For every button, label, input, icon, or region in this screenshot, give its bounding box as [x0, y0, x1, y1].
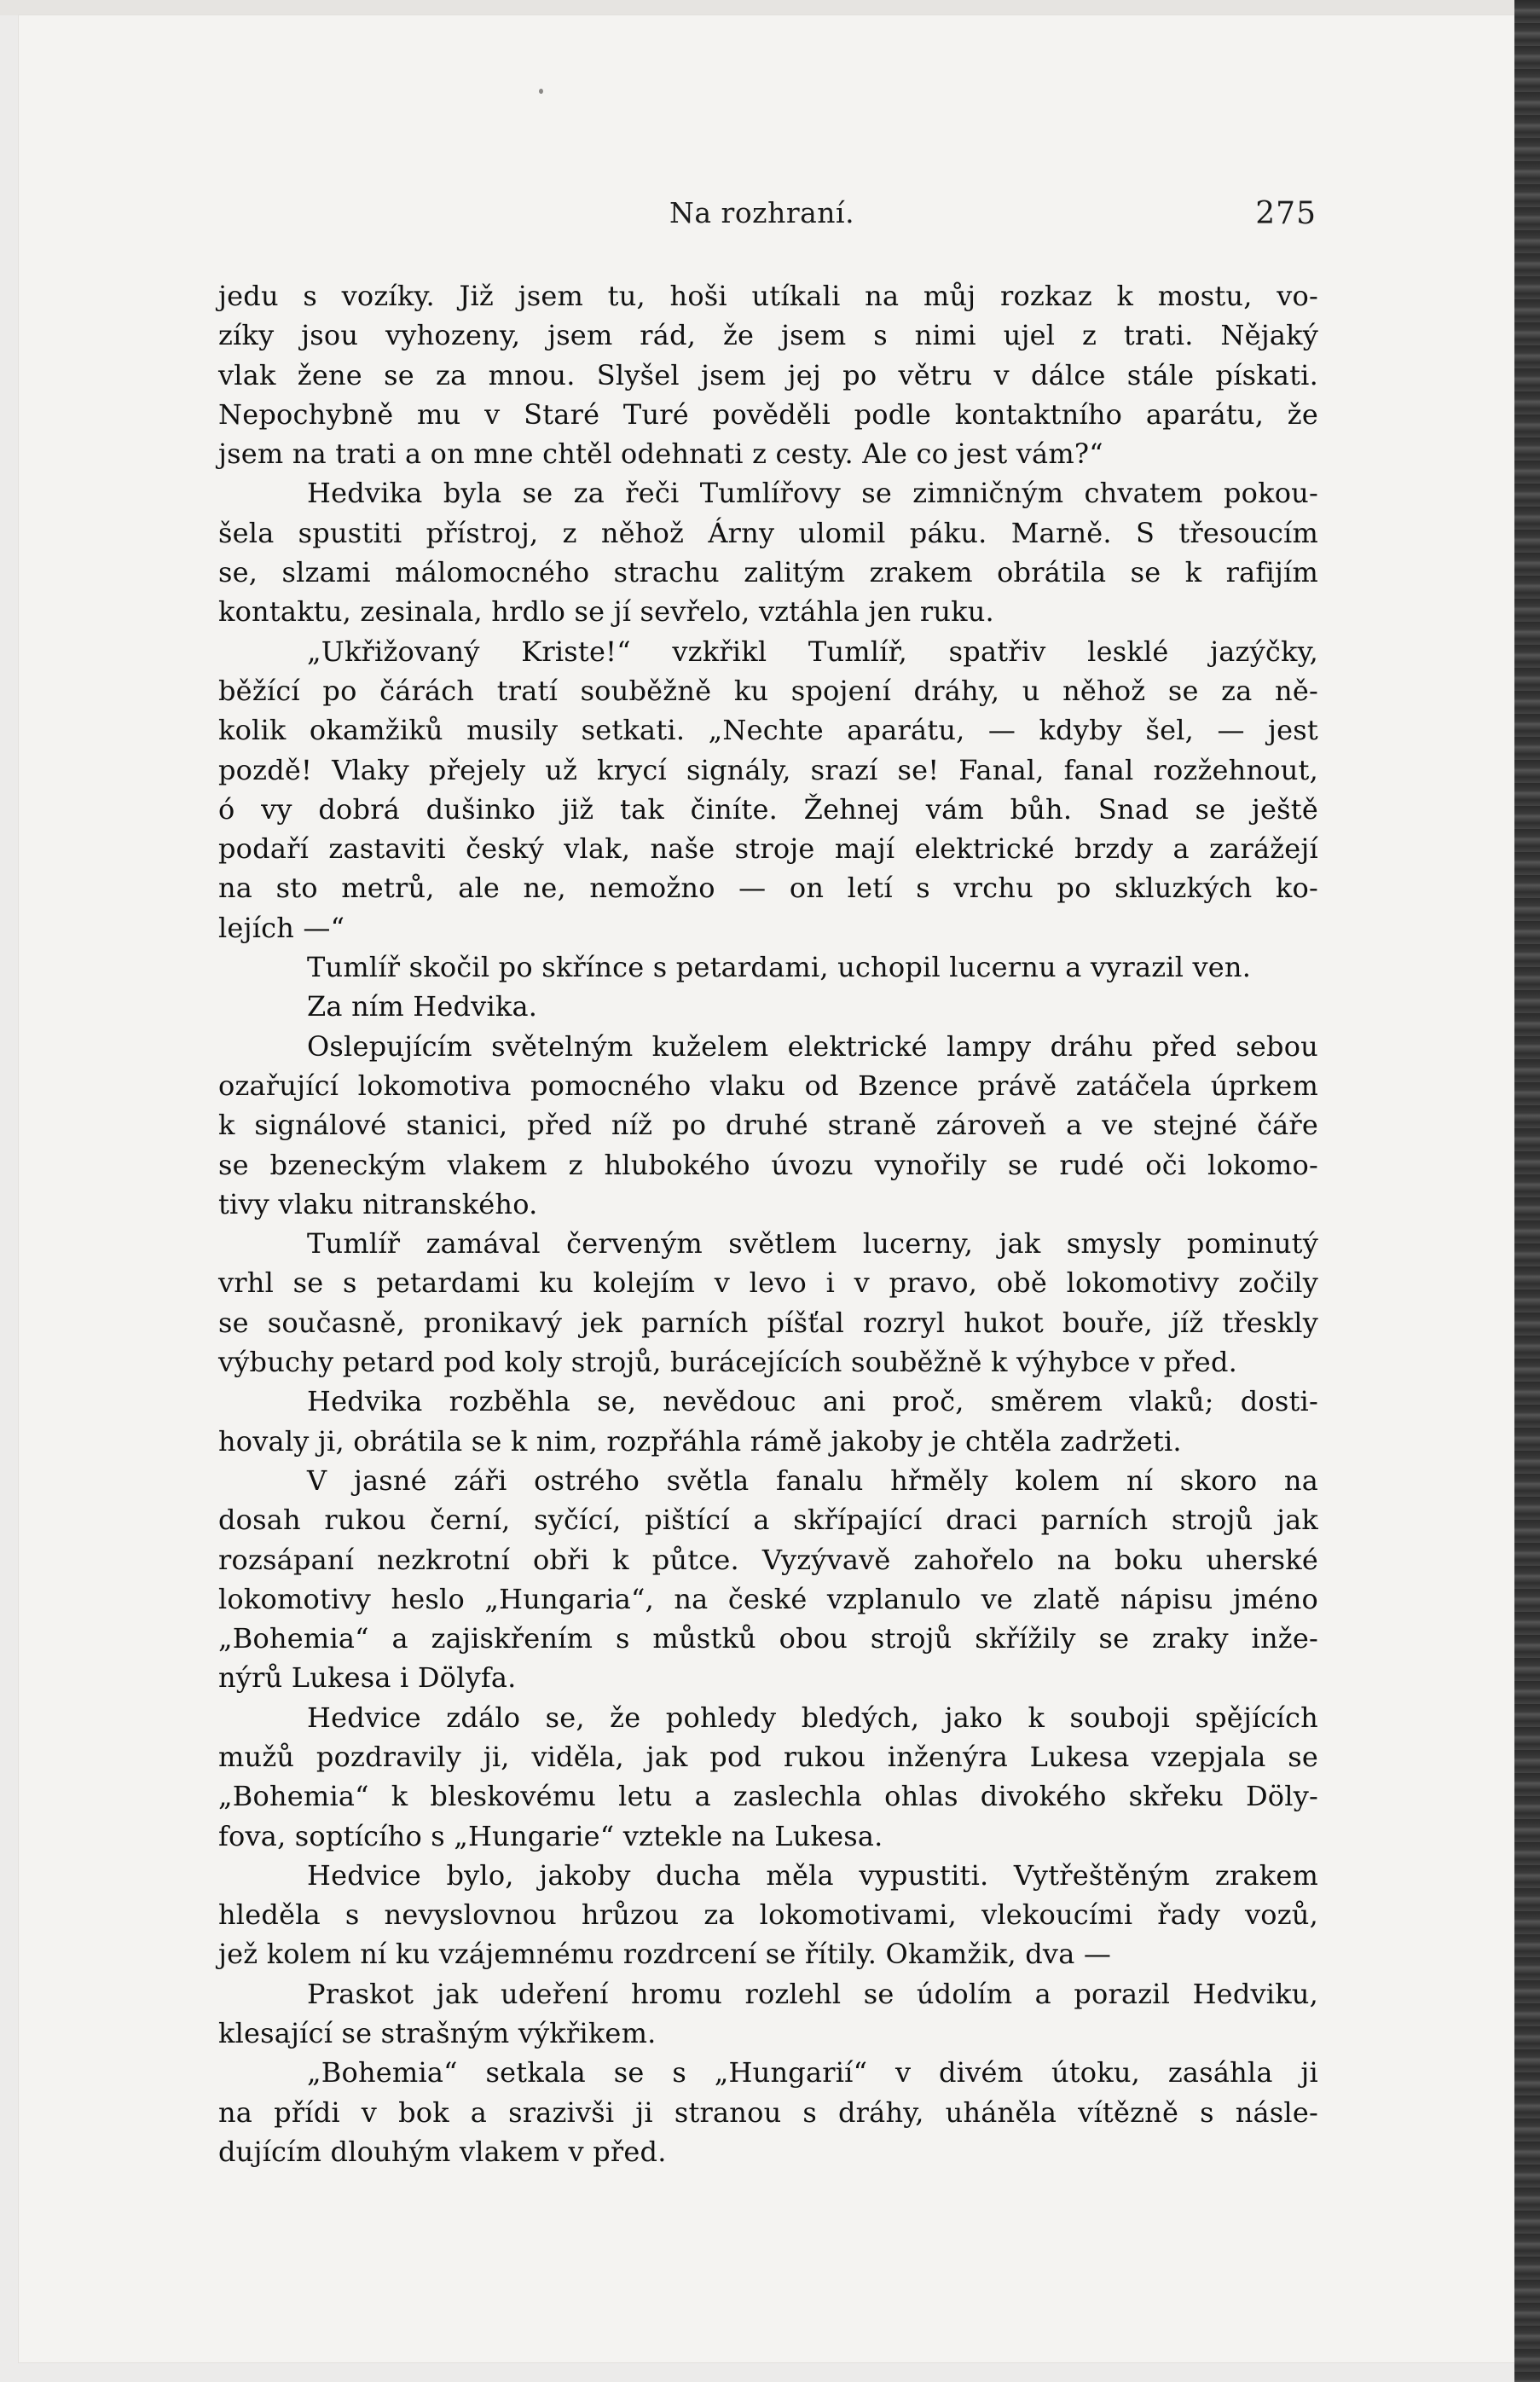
text-line: Tumlíř zamával červeným světlem lucerny, jak smysly pominutý [307, 1227, 1318, 1261]
text-line: se současně, pronikavý jek parních píšťal rozryl hukot bouře, jíž třeskly [218, 1306, 1318, 1339]
page-number: 275 [1255, 196, 1317, 231]
text-line: zíky jsou vyhozeny, jsem rád, že jsem s nimi ujel z trati. Nějaký [218, 319, 1318, 352]
text-line: na přídi v bok a srazivši ji stranou s dráhy, uháněla vítězně s násle- [218, 2095, 1318, 2129]
text-line: „Bohemia“ a zajiskřením s můstků obou strojů skřížily se zraky inže- [218, 1622, 1318, 1655]
text-line: k signálové stanici, před níž po druhé straně zároveň a ve stejné čáře [218, 1109, 1318, 1142]
text-line: ozařující lokomotiva pomocného vlaku od Bzence právě zatáčela úprkem [218, 1069, 1318, 1102]
text-line: dujícím dlouhým vlakem v před. [218, 2135, 667, 2168]
text-line: Hedvika rozběhla se, nevědouc ani proč, směrem vlaků; dosti- [307, 1385, 1318, 1418]
text-line: Hedvice zdálo se, že pohledy bledých, jako k souboji spějících [307, 1701, 1318, 1734]
text-line: se, slzami málomocného strachu zalitým zrakem obrátila se k rafijím [218, 556, 1318, 589]
text-line: „Bohemia“ k bleskovému letu a zaslechla ohlas divokého skřeku Döly- [218, 1780, 1318, 1813]
text-line: Tumlíř skočil po skřínce s petardami, uchopil lucernu a vyrazil ven. [307, 951, 1252, 984]
text-line: jedu s vozíky. Již jsem tu, hoši utíkali na můj rozkaz k mostu, vo- [218, 280, 1318, 312]
text-line: lokomotivy heslo „Hungaria“, na české vzplanulo ve zlatě nápisu jméno [218, 1582, 1318, 1615]
text-line: Praskot jak udeření hromu rozlehl se údolím a porazil Hedviku, [307, 1977, 1318, 2010]
scan-right-edge [1514, 0, 1540, 2382]
text-line: hleděla s nevyslovnou hrůzou za lokomotivami, vlekoucími řady vozů, [218, 1898, 1318, 1932]
text-line: rozsápaní nezkrotní obři k půtce. Vyzývavě zahořelo na boku uherské [218, 1543, 1318, 1576]
body-text [218, 276, 1318, 2171]
text-line: se bzeneckým vlakem z hlubokého úvozu vynořily se rudé oči lokomo- [218, 1148, 1318, 1181]
text-line: tivy vlaku nitranského. [218, 1187, 538, 1220]
text-line: fova, soptícího s „Hungarie“ vztekle na Lukesa. [218, 1819, 883, 1852]
text-line: vlak žene se za mnou. Slyšel jsem jej po větru v dálce stále pískati. [218, 358, 1318, 391]
text-line: Nepochybně mu v Staré Turé pověděli podle kontaktního aparátu, že [218, 397, 1318, 431]
text-line: „Bohemia“ setkala se s „Hungarií“ v divém útoku, zasáhla ji [307, 2056, 1318, 2089]
text-line: na sto metrů, ale ne, nemožno — on letí s vrchu po skluzkých ko- [218, 872, 1318, 905]
running-header [220, 196, 1317, 234]
text-line: mužů pozdravily ji, viděla, jak pod rukou inženýra Lukesa vzepjala se [218, 1740, 1318, 1773]
text-line: běžící po čárách tratí souběžně ku spojení dráhy, u něhož se za ně- [218, 674, 1318, 707]
text-line: výbuchy petard pod koly strojů, burácejících souběžně k výhybce v před. [218, 1346, 1237, 1379]
text-line: klesající se strašným výkřikem. [218, 2017, 657, 2050]
text-line: podaří zastaviti český vlak, naše stroje mají elektrické brzdy a zarážejí [218, 832, 1318, 866]
text-line: pozdě! Vlaky přejely už krycí signály, srazí se! Fanal, fanal rozžehnout, [218, 753, 1318, 786]
text-line: jež kolem ní ku vzájemnému rozdrcení se řítily. Okamžik, dva — [218, 1938, 1112, 1971]
text-line: kolik okamžiků musily setkati. „Nechte aparátu, — kdyby šel, — jest [218, 714, 1318, 747]
text-line: vrhl se s petardami ku kolejím v levo i v pravo, obě lokomotivy zočily [218, 1266, 1318, 1300]
running-title: Na rozhraní. [669, 196, 855, 229]
text-line: jsem na trati a on mne chtěl odehnati z cesty. Ale co jest vám?“ [218, 438, 1103, 471]
text-line: nýrů Lukesa i Dölyfa. [218, 1661, 517, 1695]
text-line: dosah rukou černí, syčící, pištící a skřípající draci parních strojů jak [218, 1504, 1318, 1537]
text-line: šela spustiti přístroj, z něhož Árny ulomil páku. Marně. S třesoucím [218, 516, 1318, 549]
text-line: Hedvika byla se za řeči Tumlířovy se zimničným chvatem pokou- [307, 477, 1318, 510]
text-line: kontaktu, zesinala, hrdlo se jí sevřelo, vztáhla jen ruku. [218, 595, 994, 629]
text-line: Za ním Hedvika. [307, 990, 538, 1023]
paper-speck [539, 89, 543, 94]
text-line: ó vy dobrá dušinko již tak činíte. Žehnej vám bůh. Snad se ještě [218, 792, 1318, 826]
text-line: „Ukřižovaný Kriste!“ vzkřikl Tumlíř, spatřiv lesklé jazýčky, [307, 635, 1318, 668]
text-line: Oslepujícím světelným kuželem elektrické lampy dráhu před sebou [307, 1029, 1318, 1063]
text-line: V jasné záři ostrého světla fanalu hřměly kolem ní skoro na [307, 1463, 1318, 1497]
text-line: lejích —“ [218, 911, 345, 944]
text-line: Hedvice bylo, jakoby ducha měla vypustiti. Vytřeštěným zrakem [307, 1858, 1318, 1892]
scan-top-edge [0, 0, 1540, 15]
text-line: hovaly ji, obrátila se k nim, rozpřáhla rámě jakoby je chtěla zadržeti. [218, 1424, 1182, 1458]
